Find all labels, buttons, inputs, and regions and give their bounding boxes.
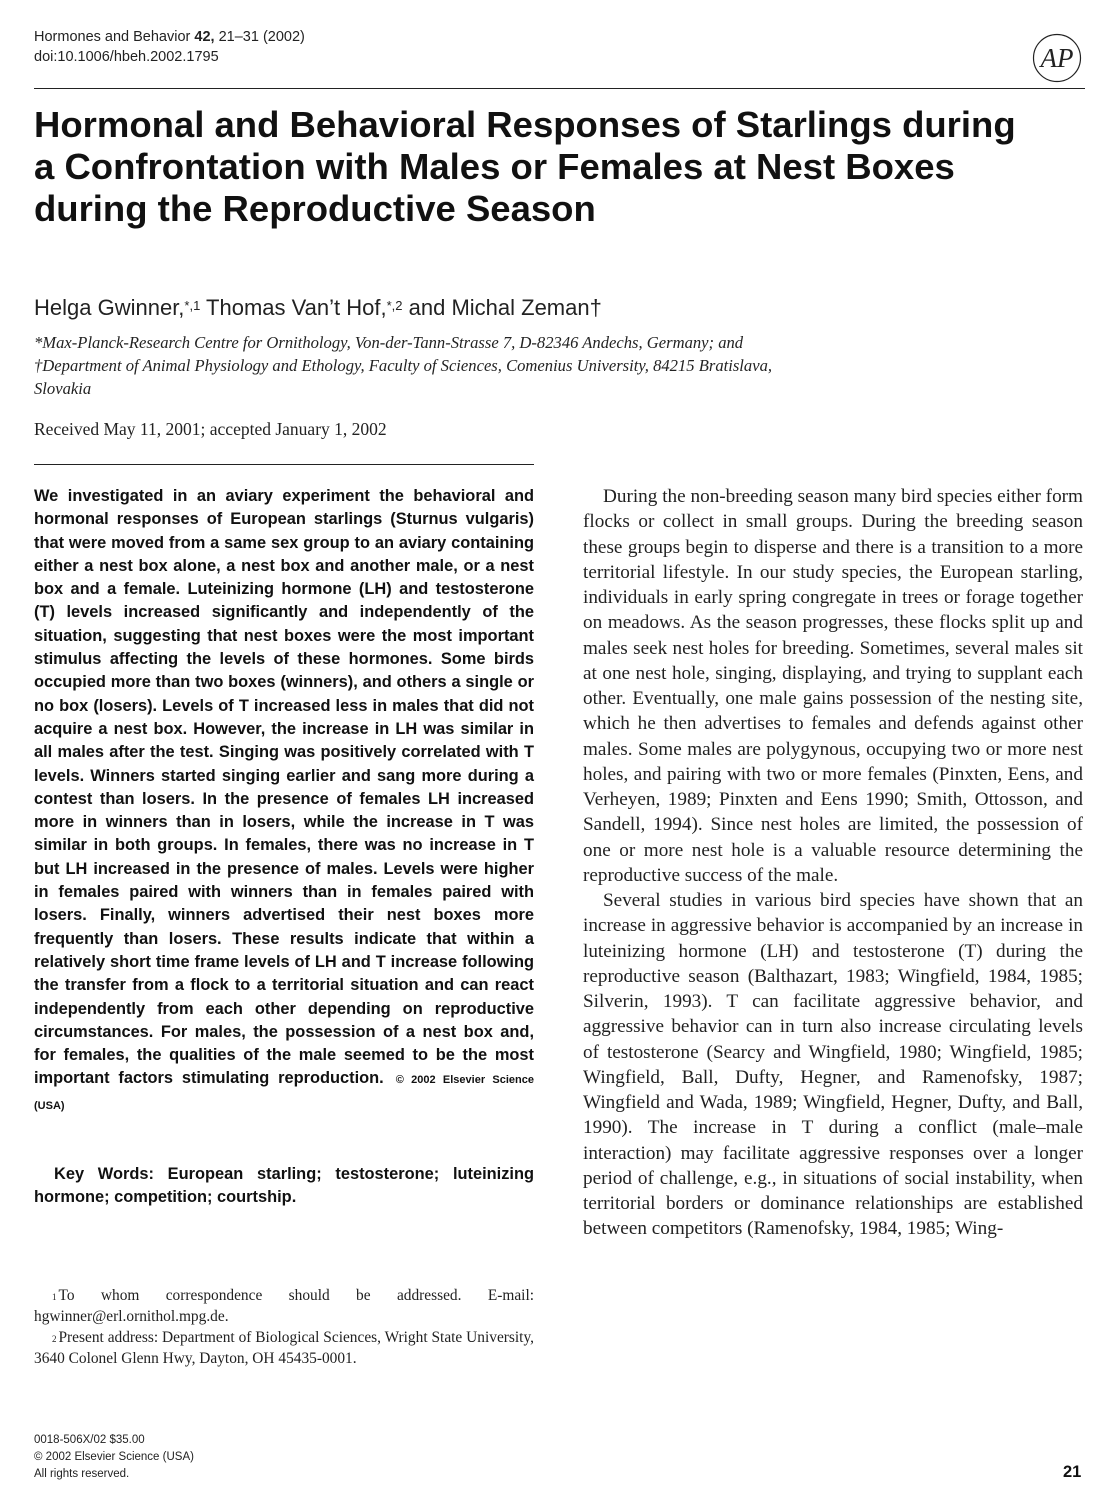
footnote-1-mark: 1 bbox=[52, 1292, 57, 1302]
author-2-affiliation-mark: *,2 bbox=[386, 298, 403, 313]
header-divider bbox=[34, 88, 1085, 89]
body-text-column bbox=[583, 484, 1083, 1242]
footnote-1-text: To whom correspondence should be addressed. E-mail: hgwinner@erl.ornithol.mpg.de. bbox=[34, 1287, 534, 1325]
affiliations: *Max-Planck-Research Centre for Ornithology, Von-der-Tann-Strasse 7, D-82346 Andechs, Germany; and †Department of Animal Physiology and Ethology, Faculty of Sciences, Comenius University, 84215 Bratislava, Slovakia bbox=[34, 333, 773, 398]
abstract-text: We investigated in an aviary experiment the behavioral and hormonal responses of European starlings (Sturnus vulgaris) that were moved from a same sex group to an aviary containing either a nest box alone, a nest box and another male, or a nest box and a female. Luteinizing hormone (LH) and testosterone (T) levels increased significantly and independently of the situation, suggesting that nest boxes were the most important stimulus affecting the levels of these hormones. Some birds occupied more than two boxes (winners), and others a single or no box (losers). Levels of T increased less in males that did not acquire a nest box. However, the increase in LH was similar in all males after the test. Singing was positively correlated with T levels. Winners started singing earlier and sang more during a contest than losers. In the presence of females LH increased more in winners than in losers, while the increase in T was similar in both groups. In females, there was no increase in T but LH increased in the presence of males. Levels were higher in females paired with winners than in females paired with losers. Finally, winners advertised their nest boxes more frequently than losers. These results indicate that within a relatively short time frame levels of LH and T increase following the transfer from a flock to a territorial situation and can react independently from each other depending on reproductive circumstances. For males, the possession of a nest box and, for females, the qualities of the male seemed to be the most important factors stimulating reproduction. bbox=[34, 487, 534, 1088]
issn-price: 0018-506X/02 $35.00 bbox=[34, 1434, 145, 1446]
footnote-2-mark: 2 bbox=[52, 1334, 57, 1344]
abstract bbox=[34, 485, 534, 1118]
author-3: and Michal Zeman† bbox=[402, 295, 602, 320]
journal-volume: 42, bbox=[194, 29, 215, 45]
article-title: Hormonal and Behavioral Responses of Starlings during a Confrontation with Males or Females at Nest Boxes during the Reproductive Season bbox=[34, 104, 1016, 229]
author-1: Helga Gwinner, bbox=[34, 295, 185, 320]
abstract-copyright: © 2002 Elsevier Science (USA) bbox=[34, 1074, 534, 1112]
journal-name: Hormones and Behavior bbox=[34, 29, 195, 45]
author-1-affiliation-mark: *,1 bbox=[184, 298, 201, 313]
body-paragraph-1: During the non-breeding season many bird species either form flocks or collect in small groups. During the breeding season these groups begin to disperse and there is a transition to a more territorial lifestyle. In our study species, the European starling, individuals in early spring congregate in trees or forage together on meadows. As the season progresses, these flocks split up and males seek nest holes for breeding. Sometimes, several males sit at one nest hole, singing, displaying, and trying to supplant each other. Eventually, one male gains possession of the nesting site, which he then advertises to females and defends against other males. Some males are polygynous, occupying two or more nest holes, and pairing with two or more females (Pinxten, Eens, and Verheyen, 1989; Pinxten and Eens 1990; Smith, Ottosson, and Sandell, 1994). Since nest holes are limited, the possession of one or more nest hole is a valuable resource determining the reproductive success of the male. bbox=[583, 486, 1083, 886]
author-list bbox=[34, 294, 602, 322]
footnote-1 bbox=[34, 1285, 534, 1327]
journal-citation bbox=[34, 28, 305, 46]
author-2: Thomas Van’t Hof, bbox=[200, 295, 387, 320]
keywords: Key Words: European starling; testosterone; luteinizing hormone; competition; courtship. bbox=[34, 1165, 534, 1207]
publisher-copyright: © 2002 Elsevier Science (USA) bbox=[34, 1451, 194, 1463]
journal-pages: 21–31 (2002) bbox=[214, 29, 305, 45]
doi: doi:10.1006/hbeh.2002.1795 bbox=[34, 49, 219, 65]
rights-notice: All rights reserved. bbox=[34, 1468, 130, 1480]
publisher-logo bbox=[1032, 33, 1082, 83]
footnote-2-text: Present address: Department of Biological Sciences, Wright State University, 3640 Colonel Glenn Hwy, Dayton, OH 45435-0001. bbox=[34, 1329, 534, 1367]
abstract-divider bbox=[34, 464, 534, 465]
received-dates: Received May 11, 2001; accepted January 1, 2002 bbox=[34, 419, 387, 439]
publisher-logo-text: AP bbox=[1040, 43, 1074, 73]
footnote-2 bbox=[34, 1327, 534, 1369]
body-paragraph-2: Several studies in various bird species have shown that an increase in aggressive behavior is accompanied by an increase in luteinizing hormone (LH) and testosterone (T) during the reproductive season (Balthazart, 1983; Wingfield, 1984, 1985; Silverin, 1993). T can facilitate aggressive behavior, and aggressive behavior can in turn also increase circulating levels of testosterone (Searcy and Wingfield, 1980; Wingfield, 1985; Wingfield, Ball, Dufty, Hegner, and Ramenofsky, 1987; Wingfield and Wada, 1989; Wingfield, Hegner, Dufty, and Ball, 1990). The increase in T during a conflict (male–male interaction) may facilitate aggressive responses over a longer period of challenge, e.g., in situations of social instability, when territorial borders or dominance relationships are established between competitors (Ramenofsky, 1984, 1985; Wing- bbox=[583, 890, 1083, 1240]
page-number: 21 bbox=[1063, 1463, 1082, 1481]
